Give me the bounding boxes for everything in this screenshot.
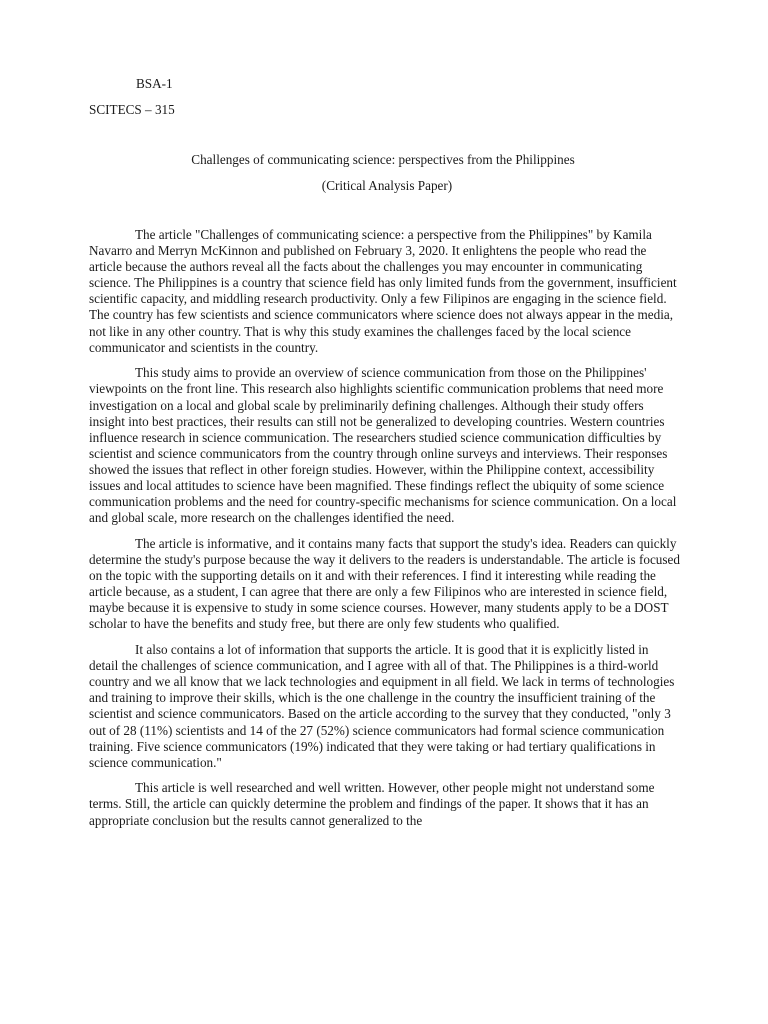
- paragraph-1: The article "Challenges of communicating science: a perspective from the Philippines" by Kamila Navarro and Merryn McKinnon and published on February 3, 2020. It enlightens the people who read the article because the authors reveal all the facts about the challenges you may encounter in communicating science. The Philippines is a country that science field has only limited funds from the government, insufficient scientific capacity, and middling research productivity. Only a few Filipinos are engaging in the science field. The country has few scientists and science communicators where science does not always appear in the media, not like in any other country. That is why this study examines the challenges faced by the local science communicator and scientists in the country.: [89, 227, 677, 355]
- subject-label: SCITECS – 315: [89, 102, 175, 117]
- paragraph-3: The article is informative, and it contains many facts that support the study's idea. Readers can quickly determine the study's purpose because the way it delivers to the readers is understandable. The article is focused on the topic with the supporting details on it and with their references. I find it interesting while reading the article because, as a student, I can agree that there are only a few Filipinos who are interested in science field, maybe because it is expensive to study in some science courses. However, many students apply to be a DOST scholar to have the benefits and study free, but there are only few students who qualified.: [89, 535, 680, 632]
- paper-title: Challenges of communicating science: perspectives from the Philippines: [191, 152, 575, 167]
- document-body: [89, 227, 681, 838]
- course-label: BSA-1: [136, 76, 173, 91]
- paragraph-4: It also contains a lot of information that supports the article. It is good that it is explicitly listed in detail the challenges of science communication, and I agree with all of that. The Philippines is a third-world country and we all know that we lack technologies and equipment in all field. We lack in terms of technologies and training to improve their skills, which is the one challenge in the country the insufficient training of the scientist and science communicators. Based on the article according to the survey that they conducted, "only 3 out of 28 (11%) scientists and 14 of the 27 (52%) science communicators had formal science communication training. Five science communicators (19%) indicated that they were taking or had tertiary qualifications in science communication.": [89, 642, 675, 770]
- paragraph-2: This study aims to provide an overview of science communication from those on the Philippines' viewpoints on the front line. This research also highlights scientific communication problems that need more investigation on a local and global scale by preliminarily defining challenges. Although their study offers insight into best practices, their results can still not be generalized to developing countries. Western countries influence research in science communication. The researchers studied science communication difficulties by scientist and science communicators from the country through online surveys and interviews. Their responses showed the issues that reflect in other foreign studies. However, within the Philippine context, accessibility issues and local attitudes to science have been magnified. These findings reflect the ubiquity of some science communication problems and the need for country-specific mechanisms for science communication. On a local and global scale, more research on the challenges identified the need.: [89, 365, 677, 526]
- paragraph-5: This article is well researched and well written. However, other people might not understand some terms. Still, the article can quickly determine the problem and findings of the paper. It shows that it has an appropriate conclusion but the results cannot generalized to the: [89, 780, 655, 828]
- paper-subtitle: (Critical Analysis Paper): [321, 178, 453, 193]
